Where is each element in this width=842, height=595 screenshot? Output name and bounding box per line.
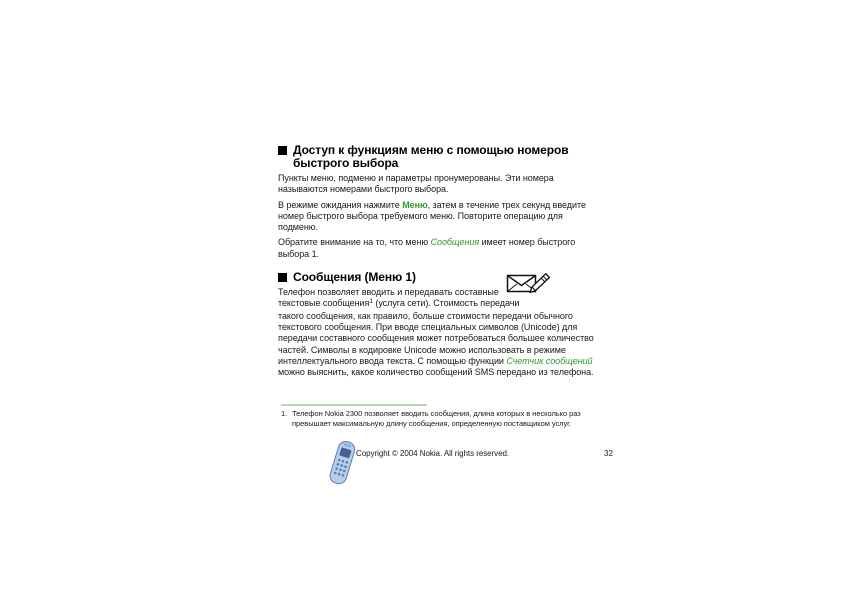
page-content: [278, 144, 624, 382]
footnote-marker: 1.: [281, 409, 288, 418]
section1-paragraph-1: Пункты меню, подменю и параметры пронумерованы. Эти номера называются номерами быстрого выбора.: [278, 173, 554, 195]
section2-heading: [278, 271, 624, 284]
page-number: 32: [604, 449, 613, 458]
section1-paragraph-2: В режиме ожидания нажмите Меню, затем в течение трех секунд введите номер быстрого выбора требуемого меню. Повторите операцию для подменю.: [278, 199, 586, 233]
footnote-text: Телефон Nokia 2300 позволяет вводить сообщения, длина которых в несколько раз превышает максимальную длину сообщения, определенную поставщиком услуг.: [292, 409, 581, 428]
section-bullet-icon: [278, 146, 287, 155]
section2-paragraph: Телефон позволяет вводить и передавать составные текстовые сообщения$^1$ (услуга сети). Стоимость передачи такого сообщения, как правило, больше стоимости передачи обычного текстового сообщения. При вводе специальных символов (Unicode) для передачи составного сообщения может потребоваться большее количество частей. Символы в кодировке Unicode можно использовать в режиме интеллектуального ввода текста. С помощью функции Счетчик сообщений можно выяснить, какое количество сообщений SMS передано из телефона.: [278, 287, 594, 378]
section2-title: Сообщения (Меню 1): [293, 270, 416, 285]
copyright-text: Copyright © 2004 Nokia. All rights reserved.: [356, 449, 510, 458]
envelope-pencil-icon: [506, 270, 552, 304]
section1-paragraph-3: Обратите внимание на то, что меню Сообщения имеет номер быстрого выбора 1.: [278, 237, 576, 259]
footnote: [281, 409, 593, 429]
nokia-phone-icon: [327, 438, 357, 493]
section-bullet-icon: [278, 273, 287, 282]
section1-heading: [278, 144, 624, 170]
section1-title: Доступ к функциям меню с помощью номеров быстрого выбора: [293, 143, 569, 170]
footnote-divider: [281, 404, 427, 406]
